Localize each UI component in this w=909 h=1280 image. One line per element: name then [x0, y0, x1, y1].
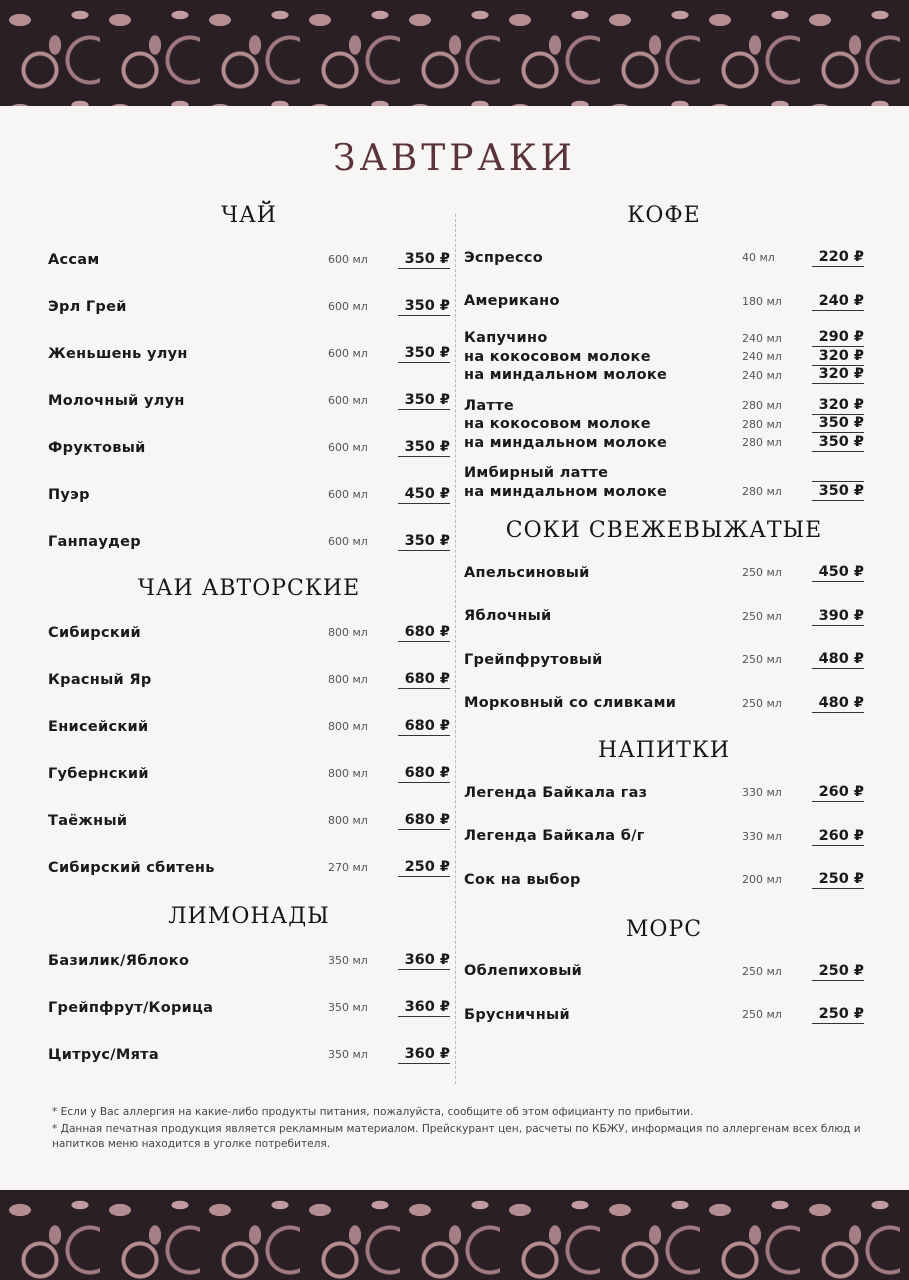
- ornament-band-top: [0, 0, 909, 106]
- menu-item: [48, 330, 450, 377]
- item-name: Женьшень улун: [48, 345, 188, 362]
- item-name: Грейпфрут/Корица: [48, 999, 214, 1016]
- item-price: 350 ₽: [398, 438, 450, 457]
- menu-item: [48, 937, 450, 984]
- menu-item-variant: [464, 415, 864, 434]
- menu-item: [48, 703, 450, 750]
- section-heading: ЛИМОНАДЫ: [168, 904, 330, 929]
- item-volume: 600 мл: [328, 488, 368, 501]
- item-name: Грейпфрутовый: [464, 651, 603, 668]
- item-volume: 40 мл: [742, 251, 775, 265]
- item-price: 480 ₽: [812, 650, 864, 669]
- section-heading: СОКИ СВЕЖЕВЫЖАТЫЕ: [505, 518, 823, 543]
- menu-item: [48, 377, 450, 424]
- item-name: Сибирский: [48, 624, 141, 641]
- menu-item: [48, 984, 450, 1031]
- item-name: Сок на выбор: [464, 871, 581, 888]
- item-volume: 240 мл: [742, 350, 782, 364]
- item-price: 350 ₽: [398, 297, 450, 316]
- item-name: Капучино: [464, 330, 548, 347]
- section-heading: НАПИТКИ: [597, 738, 731, 763]
- legal-note: * Данная печатная продукция является рекламным материалом. Прейскурант цен, расчеты по КБЖУ, информация по аллергенам всех блюд и напитков меню находится в уголке потребителя.: [52, 1123, 861, 1150]
- item-volume: 250 мл: [742, 696, 782, 710]
- item-name: Имбирный латте: [464, 465, 609, 482]
- item-volume: 250 мл: [742, 566, 782, 580]
- menu-item: [464, 771, 864, 815]
- item-name: на кокосовом молоке: [464, 348, 651, 365]
- item-price: 320 ₽: [812, 366, 864, 384]
- item-name: на миндальном молоке: [464, 483, 668, 500]
- menu-item: [464, 551, 864, 595]
- item-price: 260 ₽: [812, 783, 864, 802]
- item-name: на кокосовом молоке: [464, 416, 651, 433]
- item-volume: 280 мл: [742, 485, 782, 499]
- item-name: Облепиховый: [464, 963, 583, 980]
- menu-item: [464, 815, 864, 859]
- item-volume: 180 мл: [742, 294, 782, 308]
- item-volume: 800 мл: [328, 626, 368, 639]
- item-price: 250 ₽: [812, 962, 864, 981]
- item-name: Ассам: [48, 251, 100, 268]
- item-volume: 280 мл: [742, 436, 782, 450]
- item-name: Эспрессо: [464, 249, 544, 266]
- item-name: Яблочный: [464, 608, 552, 625]
- section-author-tea: [48, 569, 450, 891]
- column-divider: [455, 214, 456, 1084]
- item-price: 350 ₽: [812, 415, 864, 433]
- menu-item: [464, 682, 864, 726]
- item-price: 360 ₽: [398, 998, 450, 1017]
- menu-item-group-cappuccino: [464, 323, 864, 391]
- section-heading: МОРС: [625, 916, 703, 942]
- item-price: 360 ₽: [398, 1045, 450, 1064]
- item-price: 350 ₽: [398, 250, 450, 269]
- item-name: на миндальном молоке: [464, 367, 668, 384]
- item-volume: 350 мл: [328, 1048, 368, 1061]
- section-tea: [48, 196, 450, 565]
- ornament-band-bottom: [0, 1190, 909, 1280]
- menu-item: [48, 656, 450, 703]
- item-price: 450 ₽: [812, 563, 864, 582]
- item-price: 360 ₽: [398, 951, 450, 970]
- item-name: Красный Яр: [48, 671, 152, 688]
- item-volume: 800 мл: [328, 720, 368, 733]
- item-price: 350 ₽: [812, 434, 864, 452]
- item-price: 390 ₽: [812, 607, 864, 626]
- section-heading: ЧАЙ: [221, 203, 277, 228]
- item-name: Ганпаудер: [48, 533, 141, 550]
- menu-item-variant: [464, 348, 864, 367]
- menu-item-variant: [464, 464, 864, 483]
- item-volume: 240 мл: [742, 331, 782, 345]
- item-volume: 600 мл: [328, 535, 368, 548]
- menu-item: [48, 518, 450, 565]
- item-price: 350 ₽: [398, 532, 450, 551]
- item-volume: 280 мл: [742, 399, 782, 413]
- item-price: 680 ₽: [398, 670, 450, 689]
- menu-item: [464, 950, 864, 994]
- item-volume: 200 мл: [742, 873, 782, 887]
- item-price: 290 ₽: [812, 329, 864, 347]
- menu-item-variant: [464, 434, 864, 453]
- item-name: Таёжный: [48, 812, 128, 829]
- item-name: Цитрус/Мята: [48, 1046, 159, 1063]
- right-column: [464, 196, 864, 1037]
- menu-item: [48, 236, 450, 283]
- menu-item: [48, 283, 450, 330]
- item-price: 220 ₽: [812, 248, 864, 267]
- item-volume: 800 мл: [328, 814, 368, 827]
- item-volume: 600 мл: [328, 253, 368, 266]
- item-name: Базилик/Яблоко: [48, 952, 190, 969]
- menu-item: [48, 844, 450, 891]
- item-volume: 600 мл: [328, 394, 368, 407]
- menu-item-variant: [464, 483, 864, 502]
- item-volume: 600 мл: [328, 441, 368, 454]
- allergy-note: * Если у Вас аллергия на какие-либо продукты питания, пожалуйста, сообщите об этом официанту по прибытии.: [52, 1106, 694, 1118]
- item-price: [812, 464, 864, 482]
- item-price: 680 ₽: [398, 764, 450, 783]
- item-volume: 330 мл: [742, 829, 782, 843]
- menu-item: [48, 1031, 450, 1078]
- item-volume: 250 мл: [742, 653, 782, 667]
- section-lemonades: [48, 897, 450, 1078]
- item-volume: 270 мл: [328, 861, 368, 874]
- menu-item-variant: [464, 397, 864, 416]
- item-price: 680 ₽: [398, 811, 450, 830]
- item-price: 250 ₽: [812, 870, 864, 889]
- item-name: Легенда Байкала газ: [464, 784, 648, 801]
- item-price: 350 ₽: [398, 344, 450, 363]
- item-price: 240 ₽: [812, 292, 864, 311]
- item-volume: 600 мл: [328, 347, 368, 360]
- item-volume: 250 мл: [742, 1008, 782, 1022]
- item-name: Легенда Байкала б/г: [464, 828, 645, 845]
- section-heading: КОФЕ: [627, 203, 701, 228]
- item-name: Апельсиновый: [464, 564, 590, 581]
- item-name: Морковный со сливками: [464, 695, 677, 712]
- menu-item: [464, 595, 864, 639]
- item-volume: 250 мл: [742, 609, 782, 623]
- menu-item: [48, 471, 450, 518]
- menu-item-group-ginger-latte: [464, 458, 864, 507]
- menu-item: [464, 858, 864, 902]
- item-name: на миндальном молоке: [464, 434, 668, 451]
- item-volume: 240 мл: [742, 368, 782, 382]
- item-volume: 250 мл: [742, 964, 782, 978]
- item-price: 320 ₽: [812, 397, 864, 415]
- item-volume: 800 мл: [328, 767, 368, 780]
- item-name: Губернский: [48, 765, 149, 782]
- item-name: Латте: [464, 397, 514, 414]
- menu-item: [48, 424, 450, 471]
- item-name: Брусничный: [464, 1006, 570, 1023]
- item-volume: 330 мл: [742, 786, 782, 800]
- menu-item: [464, 993, 864, 1037]
- item-price: 250 ₽: [398, 858, 450, 877]
- section-coffee: [464, 196, 864, 507]
- menu-item: [464, 280, 864, 324]
- item-price: 680 ₽: [398, 623, 450, 642]
- item-name: Енисейский: [48, 718, 149, 735]
- item-price: 480 ₽: [812, 694, 864, 713]
- menu-item: [48, 609, 450, 656]
- menu-item: [464, 638, 864, 682]
- item-price: 260 ₽: [812, 827, 864, 846]
- item-price: 250 ₽: [812, 1005, 864, 1024]
- page-title: ЗАВТРАКИ: [333, 138, 576, 179]
- menu-item: [48, 750, 450, 797]
- item-volume: 800 мл: [328, 673, 368, 686]
- menu-item: [464, 236, 864, 280]
- item-price: 680 ₽: [398, 717, 450, 736]
- item-name: Эрл Грей: [48, 298, 127, 315]
- section-heading: ЧАИ АВТОРСКИЕ: [137, 576, 361, 601]
- item-volume: 600 мл: [328, 300, 368, 313]
- section-mors: [464, 910, 864, 1037]
- item-name: Фруктовый: [48, 439, 146, 456]
- item-price: 320 ₽: [812, 348, 864, 366]
- item-volume: 350 мл: [328, 954, 368, 967]
- item-name: Пуэр: [48, 486, 90, 503]
- item-name: Сибирский сбитень: [48, 859, 215, 876]
- item-volume: 350 мл: [328, 1001, 368, 1014]
- item-name: Молочный улун: [48, 392, 185, 409]
- section-drinks: [464, 731, 864, 902]
- left-column: [48, 196, 450, 1078]
- menu-item: [48, 797, 450, 844]
- menu-item-variant: [464, 366, 864, 385]
- menu-item-variant: [464, 329, 864, 348]
- item-price: 350 ₽: [812, 483, 864, 501]
- footnotes: [52, 1105, 862, 1154]
- item-name: Американо: [464, 293, 560, 310]
- item-price: 450 ₽: [398, 485, 450, 504]
- item-volume: 280 мл: [742, 417, 782, 431]
- section-juices: [464, 511, 864, 725]
- item-price: 350 ₽: [398, 391, 450, 410]
- menu-item-group-latte: [464, 391, 864, 459]
